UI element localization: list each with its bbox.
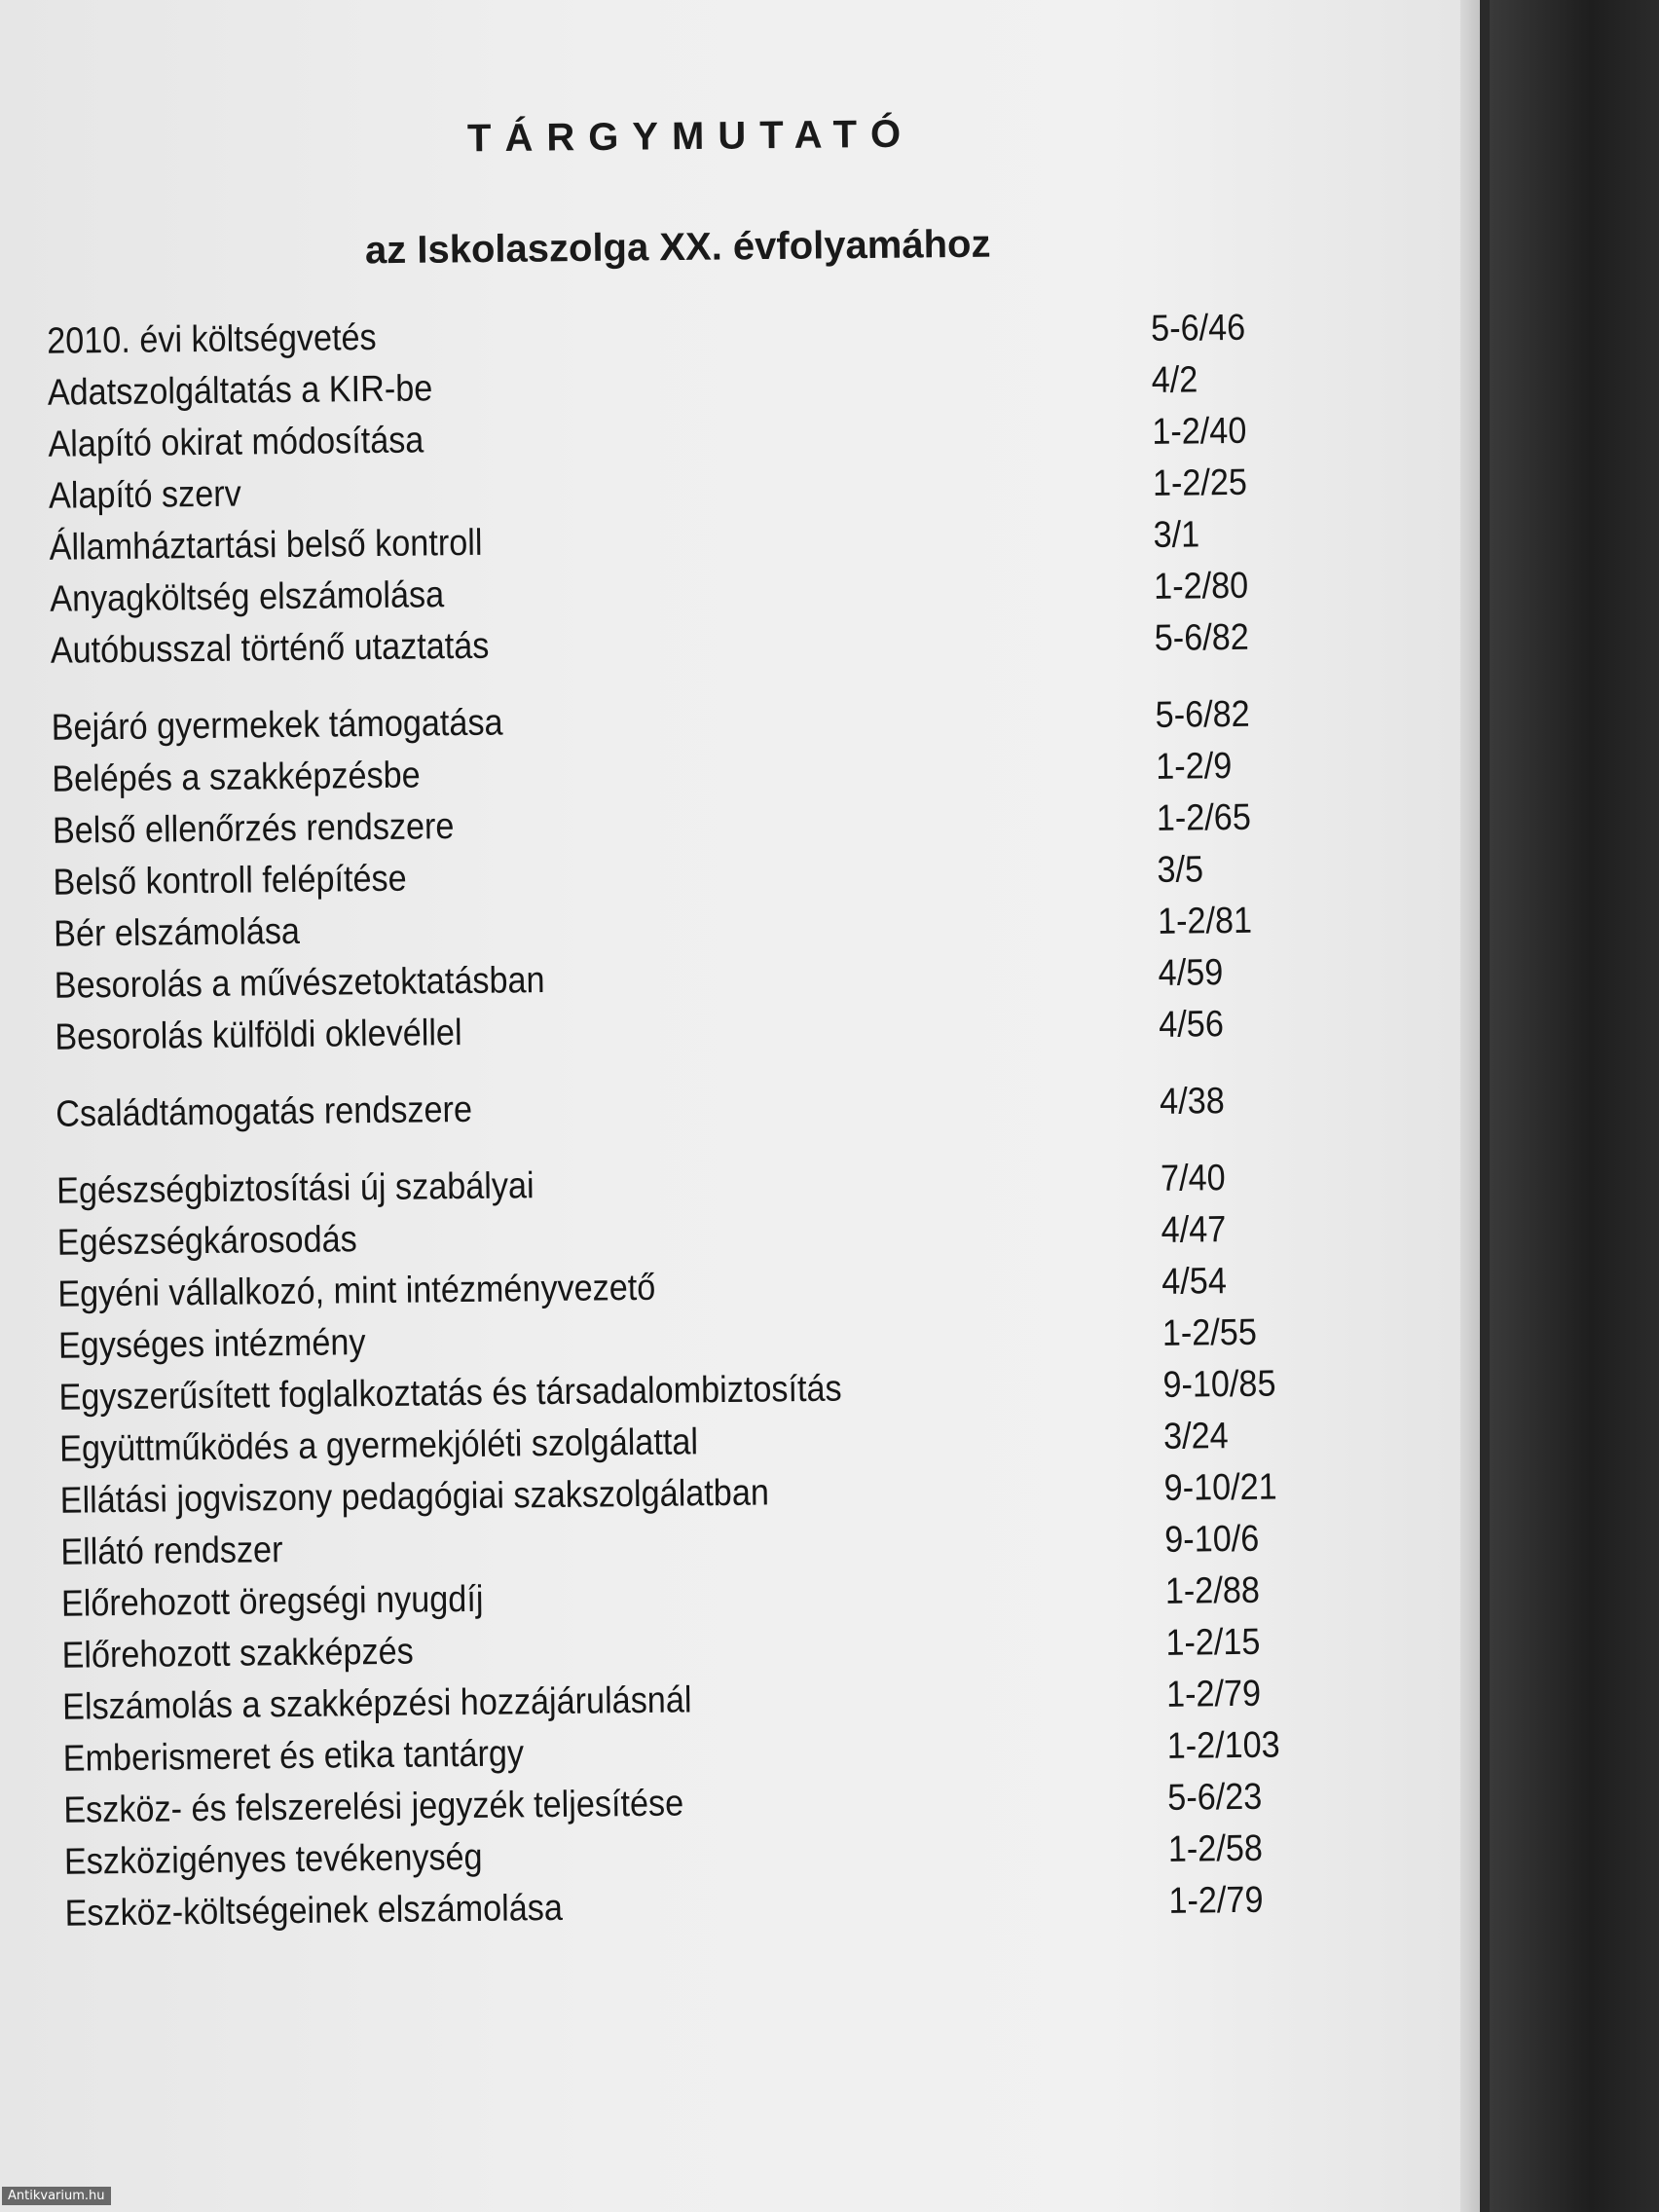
index-page-ref: 1-2/79 [1165,1673,1262,1715]
index-term: Elszámolás a szakképzési hozzájárulásnál [61,1679,692,1728]
index-page-ref: 1-2/55 [1161,1311,1258,1354]
index-term: Bér elszámolása [53,910,301,955]
index-page-ref: 7/40 [1160,1158,1226,1199]
index-term: Családtámogatás rendszere [55,1088,473,1135]
index-page-ref: 1-2/9 [1156,746,1233,788]
index-term: Előrehozott öregségi nyugdíj [60,1578,484,1625]
index-page-ref: 1-2/40 [1152,410,1247,453]
index-term: Egyéni vállalkozó, mint intézményvezető [57,1267,656,1315]
index-page-ref: 1-2/15 [1165,1621,1261,1664]
index-page-ref: 1-2/81 [1157,900,1253,942]
index-page-ref: 3/1 [1153,514,1200,556]
index-term: Ellátó rendszer [60,1530,283,1573]
page-edge [1460,0,1480,2212]
index-page-ref: 5-6/23 [1167,1776,1263,1819]
index-term: Egészségkárosodás [56,1219,357,1264]
index-term: Alapító szerv [48,473,241,517]
index-page-ref: 3/5 [1157,849,1204,891]
index-page-ref: 1-2/88 [1164,1569,1261,1612]
index-page-ref: 1-2/58 [1167,1827,1264,1870]
index-page-ref: 5-6/46 [1150,307,1246,350]
index-term: Együttműködés a gyermekjóléti szolgálattal [58,1421,699,1470]
index-page-ref: 1-2/65 [1156,796,1252,839]
index-term: Egységes intézmény [57,1322,366,1367]
index-list [29,308,1284,1945]
index-page-ref: 4/2 [1151,359,1198,401]
index-page-ref: 9-10/21 [1163,1466,1277,1509]
page-title: TÁRGYMUTATÓ [466,112,915,161]
index-term: Ellátási jogviszony pedagógiai szakszolgálatban [59,1472,770,1522]
index-term: Adatszolgáltatás a KIR-be [47,368,433,414]
index-page-ref: 4/38 [1159,1081,1225,1123]
index-term: Eszközigényes tevékenység [63,1836,483,1883]
index-entry [38,1081,1275,1146]
index-term: Anyagköltség elszámolása [50,574,445,620]
index-term: Bejáró gyermekek támogatása [51,702,503,749]
index-term: Előrehozott szakképzés [61,1631,414,1677]
index-term: Alapító okirat módosítása [48,420,424,465]
index-page-ref: 1-2/25 [1152,461,1248,504]
index-term: Emberismeret és etika tantárgy [62,1733,525,1780]
index-term: Besorolás a művészetoktatásban [54,960,545,1007]
index-term: 2010. évi költségvetés [46,316,377,362]
index-term: Belső kontroll felépítése [53,858,407,903]
index-term: Autóbusszal történő utaztatás [50,625,490,672]
index-term: Besorolás külföldi oklevéllel [55,1013,462,1058]
index-term: Belső ellenőrzés rendszere [52,806,455,852]
dark-background [1490,0,1659,2212]
index-page-ref: 4/47 [1161,1209,1227,1251]
page-subtitle: az Iskolaszolga XX. évfolyamához [364,222,991,273]
index-page-ref: 1-2/79 [1168,1879,1264,1922]
watermark-label: Antikvarium.hu [2,2187,111,2205]
index-page-ref: 1-2/80 [1153,565,1249,608]
index-page-ref: 4/56 [1159,1004,1225,1046]
index-page-ref: 1-2/103 [1166,1724,1280,1767]
index-page-ref: 9-10/6 [1164,1518,1260,1561]
index-page-ref: 5-6/82 [1155,693,1250,736]
index-term: Belépés a szakképzésbe [52,755,421,800]
index-term: Egészségbiztosítási új szabályai [55,1165,535,1212]
index-page-ref: 4/59 [1158,952,1224,994]
index-page-ref: 3/24 [1162,1416,1229,1457]
index-term: Egyszerűsített foglalkoztatás és társadalombiztosítás [58,1368,842,1419]
index-term: Eszköz-költségeinek elszámolása [64,1887,564,1935]
index-page-ref: 9-10/85 [1162,1363,1276,1406]
index-page-ref: 5-6/82 [1154,616,1249,659]
index-term: Államháztartási belső kontroll [49,522,483,569]
index-term: Eszköz- és felszerelési jegyzék teljesítése [63,1783,684,1831]
index-page-ref: 4/54 [1161,1261,1228,1303]
